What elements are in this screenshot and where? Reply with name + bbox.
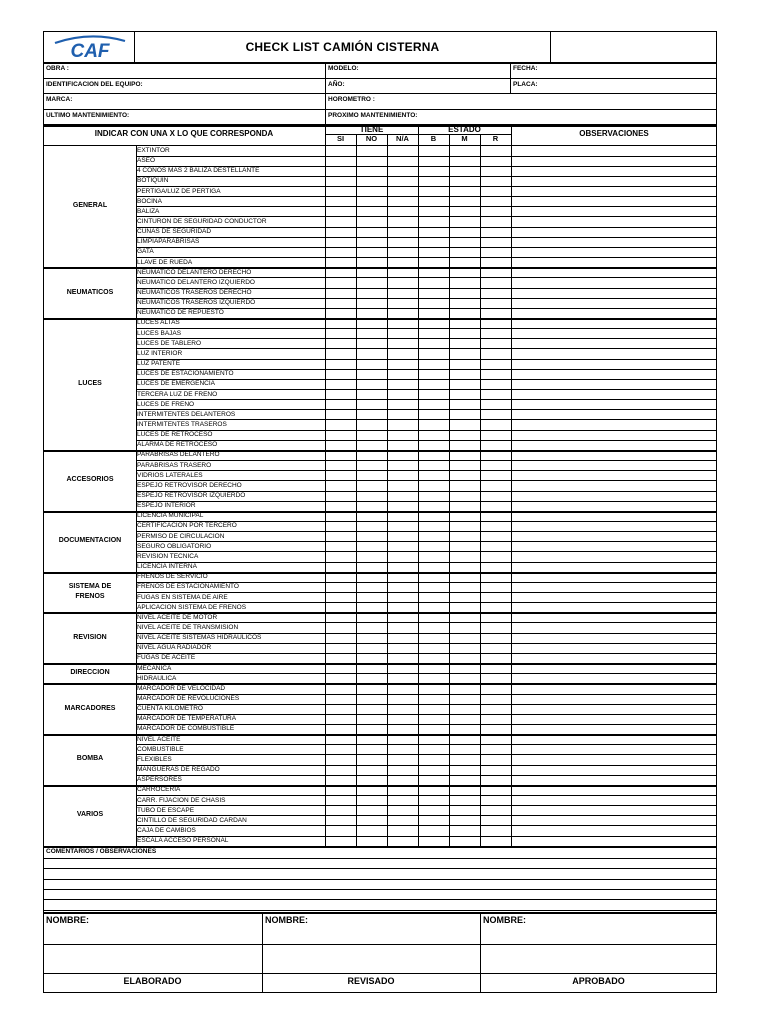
info-label-obra: OBRA : xyxy=(46,65,69,72)
section-label: LUCES xyxy=(78,379,102,387)
checklist-item: APLICACION SISTEMA DE FRENOS xyxy=(137,603,247,611)
checklist-item: MARCADOR DE REVOLUCIONES xyxy=(137,695,240,702)
instruction-label: INDICAR CON UNA X LO QUE CORRESPONDA xyxy=(94,129,274,139)
checklist-item: LUCES ALTAS xyxy=(137,319,180,327)
col-rule xyxy=(480,145,481,845)
checklist-item: NIVEL AGUA RADIADOR xyxy=(137,644,212,652)
col-head-si: SI xyxy=(336,134,345,144)
section-label: DIRECCION xyxy=(70,669,110,677)
info-col-rule xyxy=(325,62,326,124)
form-title: CHECK LIST CAMIÓN CISTERNA xyxy=(245,39,440,54)
checklist-item: CINTURON DE SEGURIDAD CONDUCTOR xyxy=(137,217,267,225)
col-rule xyxy=(387,145,388,845)
section-label: DOCUMENTACION xyxy=(58,537,122,545)
checklist-item: PERMISO DE CIRCULACION xyxy=(137,532,225,540)
checklist-item: ESCALA ACCESO PERSONAL xyxy=(137,837,229,845)
comment-line xyxy=(43,910,717,911)
checklist-item: REVISION TECNICA xyxy=(137,552,199,560)
revisado-label: REVISADO xyxy=(347,976,395,986)
checklist-item: ESPEJO INTERIOR xyxy=(137,502,196,510)
col-head-no: NO xyxy=(365,134,378,144)
sign-top-rule xyxy=(43,912,717,914)
checklist-item: GATA xyxy=(137,248,154,256)
checklist-item: INTERMITENTES TRASEROS xyxy=(137,420,227,428)
section-label: NEUMATICOS xyxy=(66,288,114,296)
info-top-rule xyxy=(43,62,717,64)
info-label-proximo: PROXIMO MANTENIMIENTO: xyxy=(328,111,418,119)
checklist-item: NIVEL ACEITE DE TRANSMISION xyxy=(137,623,239,631)
checklist-item: LUCES DE ESTACIONAMIENTO xyxy=(137,370,234,378)
checklist-item: 4 CONOS MAS 2 BALIZA DESTELLANTE xyxy=(137,167,260,175)
info-label-ano: AÑO: xyxy=(328,80,345,88)
nombre-label: NOMBRE: xyxy=(265,915,308,925)
checklist-item: CUÑAS DE SEGURIDAD xyxy=(137,228,212,236)
checklist-item: NIVEL ACEITE xyxy=(137,735,181,743)
checklist-item: CUENTA KILOMETRO xyxy=(137,705,203,713)
section-label: VARIOS xyxy=(76,811,104,819)
info-label-fecha: FECHA: xyxy=(513,65,538,72)
section-label: SISTEMA DE FRENOS xyxy=(68,582,112,600)
checklist-item: SEGURO OBLIGATORIO xyxy=(137,542,212,550)
info-label-marca: MARCA: xyxy=(46,96,73,104)
nombre-label: NOMBRE: xyxy=(483,915,526,925)
checklist-item: PERTIGA/LUZ DE PERTIGA xyxy=(137,187,221,195)
col-rule xyxy=(449,134,450,145)
checklist-item: MARCADOR DE COMBUSTIBLE xyxy=(137,725,235,733)
info-row-rule xyxy=(43,109,717,110)
checklist-item: MANGUERAS DE REGADO xyxy=(137,766,220,774)
section-label: REVISION xyxy=(73,633,107,641)
checklist-item: LUZ INTERIOR xyxy=(137,349,183,357)
checklist-item: FRENOS DE SERVICIO xyxy=(137,573,208,581)
form-header xyxy=(43,31,717,62)
section-label: GENERAL xyxy=(72,202,108,210)
comment-line xyxy=(43,858,717,859)
checklist-item: LICENCIA MUNICIPAL xyxy=(137,512,204,520)
checklist-item: LLAVE DE RUEDA xyxy=(137,258,193,266)
section-label: MARCADORES xyxy=(64,704,116,712)
comment-line xyxy=(43,899,717,900)
checklist-item: ESPEJO RETROVISOR IZQUIERDO xyxy=(137,492,246,499)
comment-line xyxy=(43,868,717,869)
checklist-item: FUGAS DE ACEITE xyxy=(137,654,196,662)
checklist-item: BOTIQUIN xyxy=(137,177,169,185)
col-rule xyxy=(449,145,450,845)
info-row-rule xyxy=(43,93,717,94)
checklist-item: MECANICA xyxy=(137,664,172,672)
checklist-item: CARR. FIJACION DE CHASIS xyxy=(137,796,226,804)
checklist-item: TERCERA LUZ DE FRENO xyxy=(137,390,218,398)
checklist-item: LUCES BAJAS xyxy=(137,329,182,337)
info-label-modelo: MODELO: xyxy=(328,65,359,72)
elaborado-label: ELABORADO xyxy=(123,976,182,986)
observaciones-label: OBSERVACIONES xyxy=(579,129,649,139)
checklist-item: LIMPIAPARABRISAS xyxy=(137,238,200,246)
logo-cell xyxy=(43,31,135,62)
col-rule xyxy=(511,125,512,145)
title-divider xyxy=(550,31,551,62)
section-label: ACCESORIOS xyxy=(66,476,114,484)
col-rule xyxy=(325,125,326,145)
checklist-item: CARROCERIA xyxy=(137,786,181,794)
checklist-item: NIVEL ACEITE DE MOTOR xyxy=(137,613,218,621)
checklist-item: FLEXIBLES xyxy=(137,755,172,763)
checklist-item: LUZ PATENTE xyxy=(137,360,181,368)
info-label-ultimo: ULTIMO MANTENIMIENTO: xyxy=(46,111,130,119)
aprobado-label: APROBADO xyxy=(572,976,625,986)
checklist-item: NEUMATICOS TRASEROS IZQUIERDO xyxy=(137,299,256,307)
sign-foot-rule xyxy=(43,973,717,974)
col-rule xyxy=(418,145,419,845)
checklist-item: BOCINA xyxy=(137,197,162,205)
info-label-identificacion: IDENTIFICACION DEL EQUIPO: xyxy=(46,80,143,88)
col-head-b: B xyxy=(430,134,437,144)
col-rule xyxy=(325,145,326,845)
checklist-item: LUCES DE TABLERO xyxy=(137,339,202,347)
checklist-item: ASEO xyxy=(137,157,156,165)
nombre-label: NOMBRE: xyxy=(46,915,89,925)
checklist-item: PARABRISAS DELANTERO xyxy=(137,451,220,459)
checklist-item: NEUMATICOS TRASEROS DERECHO xyxy=(137,289,252,296)
checklist-item: INTERMITENTES DELANTEROS xyxy=(137,410,236,418)
sign-mid-rule xyxy=(43,944,717,945)
col-rule xyxy=(418,125,419,145)
info-label-placa: PLACA: xyxy=(513,80,538,88)
checklist-item: ALARMA DE RETROCESO xyxy=(137,441,218,449)
checklist-item: MARCADOR DE VELOCIDAD xyxy=(137,684,226,692)
info-label-horometro: HOROMETRO : xyxy=(328,96,375,104)
comment-line xyxy=(43,889,717,890)
col-rule xyxy=(356,145,357,845)
col-head-r: R xyxy=(492,134,499,144)
info-row-rule xyxy=(43,78,717,79)
checklist-item: ASPERSORES xyxy=(137,776,182,784)
checklist-item: NEUMATICO DELANTERO DERECHO xyxy=(137,268,252,276)
checklist-item: CERTIFICACION POR TERCERO xyxy=(137,522,237,530)
checklist-item: CINTILLO DE SEGURIDAD CARDAN xyxy=(137,816,247,824)
checklist-item: LICENCIA INTERNA xyxy=(137,563,197,571)
checklist-item: LUCES DE EMERGENCIA xyxy=(137,380,216,388)
checklist-item: FUGAS EN SISTEMA DE AIRE xyxy=(137,593,228,601)
checklist-item: NEUMATICO DELANTERO IZQUIERDO xyxy=(137,278,255,286)
checklist-item: ESPEJO RETROVISOR DERECHO xyxy=(137,481,242,489)
section-label: BOMBA xyxy=(76,755,104,763)
checklist-item: COMBUSTIBLE xyxy=(137,745,184,753)
checklist-item: CAJA DE CAMBIOS xyxy=(137,826,196,834)
tiene-label: TIENE xyxy=(359,125,384,135)
checklist-item: VIDRIOS LATERALES xyxy=(137,471,203,479)
info-col-rule xyxy=(510,62,511,93)
checklist-item: MARCADOR DE TEMPERATURA xyxy=(137,715,237,723)
col-rule xyxy=(480,134,481,145)
col-rule xyxy=(511,145,512,845)
col-head-na: N/A xyxy=(396,134,409,144)
col-rule xyxy=(136,145,137,845)
checklist-item: FRENOS DE ESTACIONAMIENTO xyxy=(137,583,239,591)
col-rule xyxy=(356,134,357,145)
checklist-item: TUBO DE ESCAPE xyxy=(137,806,195,814)
svg-text:CAF: CAF xyxy=(70,41,110,59)
checklist-item: HIDRAULICA xyxy=(137,674,177,682)
col-head-m: M xyxy=(461,134,468,144)
comments-label: COMENTARIOS / OBSERVACIONES xyxy=(46,847,157,855)
estado-label: ESTADO xyxy=(448,125,481,135)
checklist-item: LUCES DE RETROCESO xyxy=(137,431,213,439)
checklist-item: LUCES DE FRENO xyxy=(137,400,195,408)
col-rule xyxy=(387,134,388,145)
checklist-item: NIVEL ACEITE SISTEMAS HIDRAULICOS xyxy=(137,634,262,642)
checklist-item: BALIZA xyxy=(137,207,160,215)
comment-line xyxy=(43,879,717,880)
checklist-item: EXTINTOR xyxy=(137,146,170,154)
checklist-item: PARABRISAS TRASERO xyxy=(137,461,212,469)
caf-logo xyxy=(51,33,129,59)
checklist-item: NEUMATICO DE REPUESTO xyxy=(137,309,224,317)
